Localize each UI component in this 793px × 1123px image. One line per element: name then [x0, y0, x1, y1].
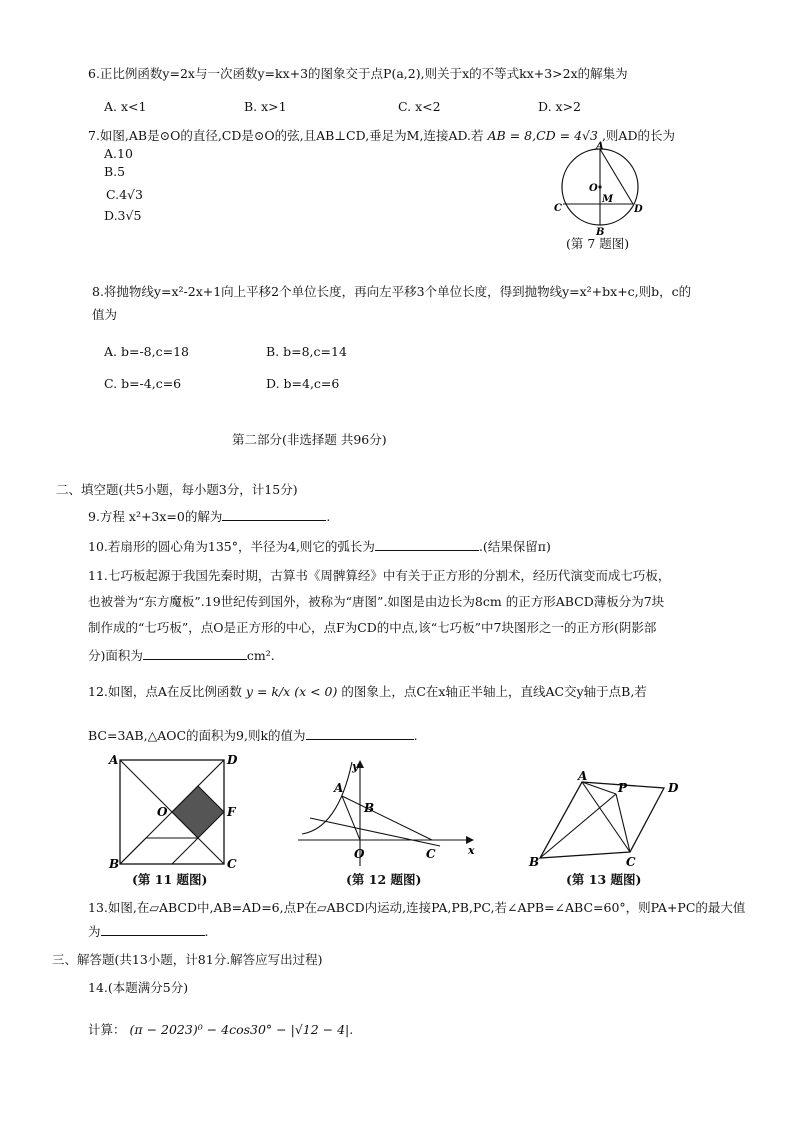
fig12-line-helper [310, 818, 440, 846]
q7-option-a: A.10 [104, 146, 133, 161]
q13-line2-post: . [204, 924, 209, 939]
fig12-caption: (第 12 题图) [346, 872, 422, 887]
q12-line2 [88, 727, 418, 744]
q7-label-o: O [589, 183, 598, 194]
q6-option-a: A. x<1 [104, 99, 147, 114]
q14-calc-label: 计算： [88, 1022, 126, 1037]
q7-label-m: M [602, 194, 614, 205]
q14-header: 14.(本题满分5分) [88, 980, 189, 995]
q7-label-c: C [554, 203, 562, 214]
fig11-shaded-square [172, 786, 224, 838]
fig11-caption: (第 11 题图) [132, 872, 208, 887]
q12-line2-post: . [413, 728, 418, 743]
q14-expression: (π − 2023)⁰ − 4cos30° − |√12 − 4|. [129, 1022, 354, 1037]
q12-answer-blank [306, 727, 414, 740]
q7-label-b: B [596, 227, 605, 236]
q11-line3: 制作成的“七巧板”，点O是正方形的中心，点F为CD的中点,该“七巧板”中7块图形之一的正方形(阴影部 [88, 620, 657, 635]
q12-line2-pre: BC=3AB,△AOC的面积为9,则k的值为 [88, 728, 306, 743]
fig13-caption: (第 13 题图) [566, 872, 642, 887]
fig12-label-b: B [364, 801, 375, 815]
fig13-label-a: A [578, 769, 588, 783]
q8-stem-line1: 8.将抛物线y=x²-2x+1向上平移2个单位长度，再向左平移3个单位长度，得到抛物线y=x²+bx+c,则b，c的 [92, 284, 692, 299]
fig13-label-p: P [618, 781, 628, 795]
q8-option-a: A. b=-8,c=18 [104, 344, 189, 359]
fig13-segment-pc [616, 794, 630, 852]
fig11-label-o: O [157, 805, 168, 819]
q6-option-c: C. x<2 [398, 99, 441, 114]
q6-option-d: D. x>2 [538, 99, 581, 114]
fig12-line-ac [342, 796, 432, 840]
fig12-label-o: O [354, 847, 365, 861]
q13-line2 [88, 923, 209, 940]
fig12-label-a: A [334, 781, 344, 795]
fig11-label-d: D [227, 753, 238, 767]
q7-stem-math: AB = 8,CD = 4√3 [487, 128, 598, 143]
fig12-label-c: C [426, 847, 436, 861]
q7-stem-post: ,则AD的长为 [601, 128, 675, 143]
q8-option-d: D. b=4,c=6 [266, 376, 340, 391]
q11-line4 [88, 647, 275, 664]
q7-center-dot [598, 185, 601, 188]
fig13-label-d: D [668, 781, 679, 795]
part2-title: 第二部分(非选择题 共96分) [232, 432, 387, 447]
section3-title: 三、解答题(共13小题，计81分.解答应写出过程) [52, 952, 323, 967]
q7-stem-pre: 7.如图,AB是⊙O的直径,CD是⊙O的弦,且AB⊥CD,垂足为M,连接AD.若 [88, 128, 484, 143]
fig12-x-arrow [466, 836, 474, 844]
q10-stem-post: .(结果保留π) [478, 539, 551, 554]
q7-option-c: C.4√3 [106, 187, 143, 202]
q10-answer-blank [375, 538, 479, 551]
q14-calc [88, 1022, 353, 1038]
q6-stem: 6.正比例函数y=2x与一次函数y=kx+3的图象交于点P(a,2),则关于x的不等式kx+3>2x的解集为 [88, 66, 628, 81]
fig13-parallelogram [526, 768, 696, 868]
q7-option-b: B.5 [104, 164, 126, 179]
q11-line1: 11.七巧板起源于我国先秦时期，古算书《周髀算经》中有关于正方形的分割术，经历代演变而成七巧板， [88, 568, 671, 583]
fig13-abcd [540, 782, 664, 858]
fig13-label-b: B [529, 855, 540, 868]
q6-option-b: B. x>1 [244, 99, 287, 114]
q9: 9.方程 x²+3x=0的解为 . [88, 509, 331, 524]
q13-line1: 13.如图,在▱ABCD中,AB=AD=6,点P在▱ABCD内运动,连接PA,PB,PC,若∠APB=∠ABC=60°，则PA+PC的最大值 [88, 900, 746, 915]
q7-figure-caption: (第 7 题图) [566, 236, 630, 251]
fig12-label-y: y [352, 760, 359, 773]
q9-stem: 9.方程 x²+3x=0的解为 [88, 509, 223, 524]
fig12-label-x: x [468, 844, 475, 857]
fig11-label-c: C [227, 857, 237, 871]
fig12-graph [290, 756, 480, 872]
q10-stem: 10.若扇形的圆心角为135°，半径为4,则它的弧长为 [88, 539, 375, 554]
q7-option-d: D.3√5 [104, 208, 142, 223]
q11-answer-blank [143, 647, 247, 660]
fig12-segment-ao [342, 796, 360, 840]
q12-stem-post: 的图象上，点C在x轴正半轴上，直线AC交y轴于点B,若 [341, 684, 647, 699]
q7-figure-circle [550, 140, 650, 236]
q8-stem-line2: 值为 [92, 307, 118, 322]
q8-option-c: C. b=-4,c=6 [104, 376, 182, 391]
fig11-label-f: F [227, 805, 236, 819]
fig11-tangram [108, 752, 248, 872]
fig11-line-3 [172, 838, 198, 864]
fig11-line-2 [120, 838, 146, 864]
fig12-hyperbola [302, 762, 352, 834]
q7-label-a: A [596, 141, 604, 152]
q11-line2: 也被誉为“东方魔板”.19世纪传到国外，被称为“唐图”.如图是由边长为8cm 的正方形ABCD薄板分为7块 [88, 594, 665, 609]
fig11-label-a: A [109, 753, 119, 767]
q8-option-b: B. b=8,c=14 [266, 344, 347, 359]
q11-stem-post: cm². [246, 648, 275, 663]
fig11-label-b: B [109, 857, 120, 871]
fig13-label-c: C [626, 855, 636, 868]
q11-stem-pre: 分)面积为 [88, 648, 143, 663]
q13-line2-pre: 为 [88, 924, 101, 939]
q7-label-d: D [634, 204, 643, 215]
q9-answer-blank [222, 508, 326, 521]
fig13-segment-pb [540, 794, 616, 858]
q13-answer-blank [101, 923, 205, 936]
q12-stem-pre: 12.如图，点A在反比例函数 [88, 684, 242, 699]
q10 [88, 538, 551, 555]
q12-line1 [88, 684, 647, 700]
section2-title: 二、填空题(共5小题，每小题3分，计15分) [56, 482, 298, 497]
q12-stem-math: y = k/x (x < 0) [245, 684, 338, 699]
